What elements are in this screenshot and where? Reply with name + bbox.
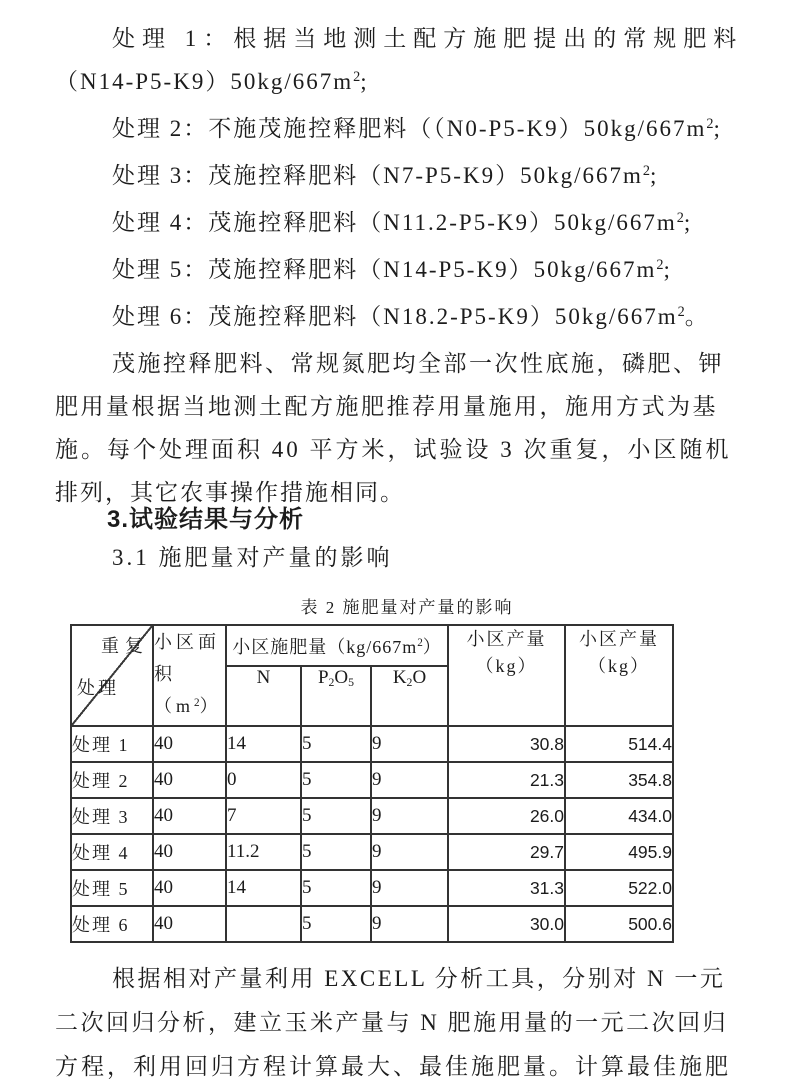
table-caption: 表 2 施肥量对产量的影响 [300, 598, 514, 617]
treatment-cell: 处理 2 [71, 762, 153, 798]
area-cell: 40 [153, 834, 226, 870]
subsection-heading: 3.1 施肥量对产量的影响 [112, 545, 393, 570]
area-cell: 40 [153, 906, 226, 942]
method-paragraph-line-1: 茂施控释肥料、常规氮肥均全部一次性底施，磷肥、钾 [112, 351, 724, 376]
n-cell: 11.2 [226, 834, 301, 870]
method-paragraph-line-2: 肥用量根据当地测土配方施肥推荐用量施用，施用方式为基 [55, 394, 718, 419]
treatment-1-line-2: $(N14-P5-K9)50kg/667m^2$; [55, 69, 369, 94]
n-cell [226, 906, 301, 942]
plot-yield-cell: 30.8 [448, 726, 565, 762]
k-cell: 9 [371, 798, 448, 834]
plot-yield-cell: 21.3 [448, 762, 565, 798]
k-cell: 9 [371, 726, 448, 762]
plot-yield-header-right-line2: （kg） [588, 656, 650, 676]
method-paragraph-line-4: 排列，其它农事操作措施相同。 [55, 480, 405, 505]
plot-yield-header-left-line2: （kg） [475, 656, 538, 676]
area-header-cell: 小区面 积 $(m^2)$ [153, 625, 226, 726]
n-subheader-cell: N [226, 666, 301, 726]
table-header-row-1 [71, 625, 673, 666]
area-cell: 40 [153, 798, 226, 834]
treatment-5-line: 处理 5：茂施控释肥料$(N14-P5-K9)50kg/667m^2$; [112, 257, 672, 282]
total-yield-cell: 500.6 [565, 906, 673, 942]
diagonal-label-repeat: 重复 [101, 636, 149, 656]
table-row [71, 762, 673, 798]
area-cell: 40 [153, 870, 226, 906]
n-cell: 0 [226, 762, 301, 798]
n-cell: 14 [226, 726, 301, 762]
table-row [71, 906, 673, 942]
p-cell: 5 [301, 726, 371, 762]
table-row [71, 870, 673, 906]
closing-paragraph [55, 957, 731, 1089]
treatment-cell: 处理 1 [71, 726, 153, 762]
treatment-2-line: 处理 2：不施茂施控释肥料（$(N0-P5-K9)50kg/667m^2$; [112, 116, 722, 141]
diagonal-label-treatment: 处理 [77, 678, 119, 698]
treatment-cell: 处理 6 [71, 906, 153, 942]
k-cell: 9 [371, 762, 448, 798]
plot-yield-header-right [565, 625, 673, 726]
area-cell: 40 [153, 726, 226, 762]
plot-yield-cell: 29.7 [448, 834, 565, 870]
plot-yield-header-left [448, 625, 565, 726]
fertilizer-group-header-cell: 小区施肥量$(kg/667m^2)$ [226, 625, 448, 666]
plot-yield-cell: 31.3 [448, 870, 565, 906]
k-cell: 9 [371, 870, 448, 906]
p2o5-subheader-cell: $P_2O_5$ [301, 666, 371, 726]
closing-paragraph-line-1: 根据相对产量利用 EXCELL 分析工具，分别对 N 一元 [112, 966, 726, 991]
section-heading: 3.试验结果与分析 [107, 506, 305, 533]
area-cell: 40 [153, 762, 226, 798]
p-cell: 5 [301, 834, 371, 870]
table-section [70, 595, 695, 943]
k-cell: 9 [371, 906, 448, 942]
total-yield-cell: 522.0 [565, 870, 673, 906]
method-paragraph-line-3: 施。每个处理面积 40 平方米，试验设 3 次重复，小区随机 [55, 437, 732, 462]
fertilizer-yield-table [70, 624, 674, 943]
treatment-cell: 处理 3 [71, 798, 153, 834]
table-row [71, 834, 673, 870]
treatment-1-line-1: 处理 1：根据当地测土配方施肥提出的常规肥料 [112, 26, 744, 51]
n-cell: 14 [226, 870, 301, 906]
p-cell: 5 [301, 906, 371, 942]
treatment-4-line: 处理 4：茂施控释肥料$(N11.2-P5-K9)50kg/667m^2$; [112, 210, 693, 235]
plot-yield-header-right-line1: 小区产量 [579, 629, 659, 649]
closing-paragraph-line-2: 二次回归分析，建立玉米产量与 N 肥施用量的一元二次回归 [55, 1010, 729, 1035]
n-cell: 7 [226, 798, 301, 834]
treatment-cell: 处理 5 [71, 870, 153, 906]
k2o-subheader-cell: $K_2O$ [371, 666, 448, 726]
treatment-cell: 处理 4 [71, 834, 153, 870]
closing-paragraph-line-3: 方程，利用回归方程计算最大、最佳施肥量。计算最佳施肥 [55, 1054, 731, 1079]
diagonal-header-cell [71, 625, 153, 726]
treatment-3-line: 处理 3：茂施控释肥料$(N7-P5-K9)50kg/667m^2$; [112, 163, 659, 188]
k-cell: 9 [371, 834, 448, 870]
p-cell: 5 [301, 798, 371, 834]
treatment-6-line: 处理 6：茂施控释肥料$(N18.2-P5-K9)50kg/667m^2$。 [112, 304, 710, 329]
plot-yield-header-left-line1: 小区产量 [466, 629, 547, 649]
table-row [71, 726, 673, 762]
total-yield-cell: 514.4 [565, 726, 673, 762]
table-row [71, 798, 673, 834]
total-yield-cell: 434.0 [565, 798, 673, 834]
total-yield-cell: 354.8 [565, 762, 673, 798]
p-cell: 5 [301, 870, 371, 906]
total-yield-cell: 495.9 [565, 834, 673, 870]
p-cell: 5 [301, 762, 371, 798]
plot-yield-cell: 30.0 [448, 906, 565, 942]
plot-yield-cell: 26.0 [448, 798, 565, 834]
